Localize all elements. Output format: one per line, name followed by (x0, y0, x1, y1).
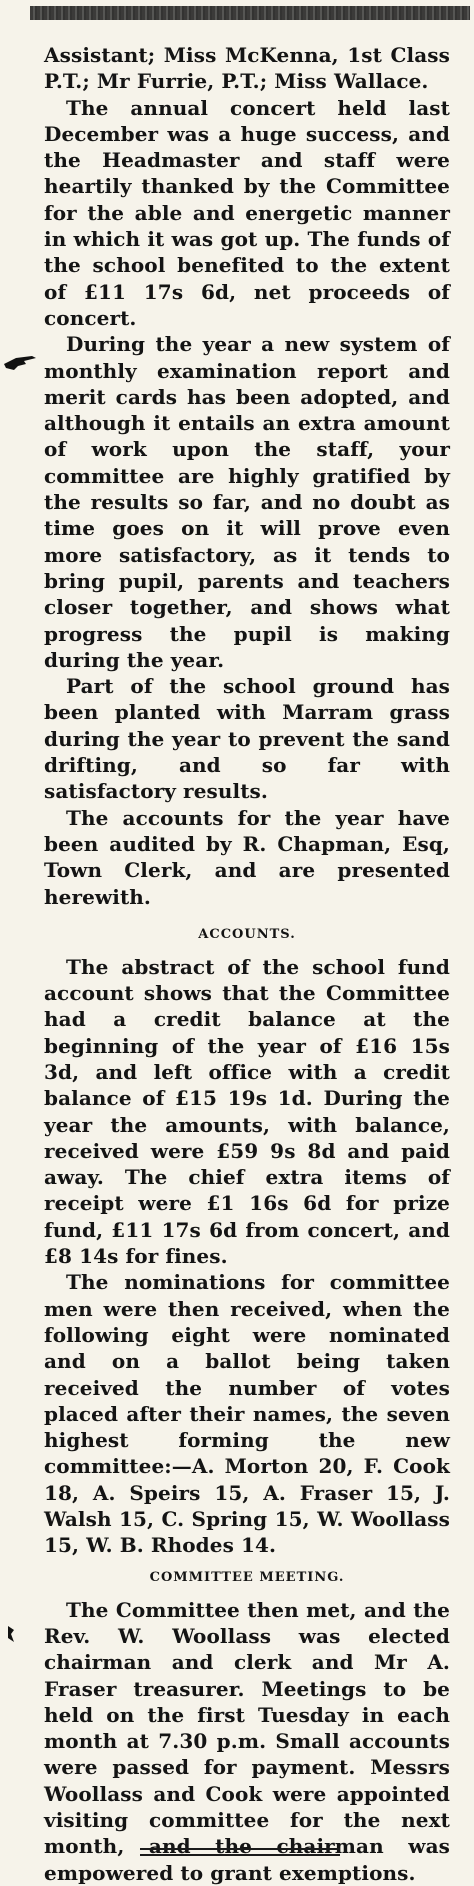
committee-paragraph: The Committee then met, and the Rev. W. Woollass was elected chairman and clerk and Mr A. Fraser treasurer. Meetings to be held on the first Tuesday in each month at 7.30 p.m. Small accounts were passed for payment. Messrs Woollass and Cook were appointed visiting committee for the next month, and the chairman was empowered to grant exemptions. (44, 1597, 450, 1885)
article-paragraph-1: Assistant; Miss McKenna, 1st Class P.T.; Mr Furrie, P.T.; Miss Wallace. (44, 43, 450, 94)
pointing-hand-icon (2, 352, 38, 374)
article-paragraph-2: The annual concert held last December was a huge success, and the Headmaster and staff were heartily thanked by the Committee for the able and energetic manner in which it was got up. The funds of the school benefited to the extent of £11 17s 6d, net proceeds of concert. (44, 95, 450, 330)
accounts-heading: ACCOUNTS. (198, 926, 296, 942)
top-decorative-rule (30, 6, 470, 20)
margin-mark-icon (6, 1624, 16, 1644)
accounts-paragraph-2: The nominations for committee men were then received, when the following eight were nominated and on a ballot being taken received the number of votes placed after their names, the seven highest forming the new committee:—A. Morton 20, F. Cook 18, A. Speirs 15, A. Fraser 15, J. Walsh 15, C. Spring 15, W. Woollass 15, W. B. Rhodes 14. (44, 1270, 450, 1558)
accounts-paragraph-1: The abstract of the school fund account shows that the Committee had a credit balance at the beginning of the year of £16 15s 3d, and left office with a credit balance of £15 19s 1d. During the year the amounts, with balance, received were £59 9s 8d and paid away. The chief extra items of receipt were £1 16s 6d for prize fund, £11 17s 6d from concert, and £8 14s for fines. (44, 954, 450, 1269)
article-paragraph-4: Part of the school ground has been planted with Marram grass during the year to prevent the sand drifting, and so far with satisfactory results. (44, 674, 450, 804)
committee-meeting-heading: COMMITTEE MEETING. (149, 1569, 345, 1585)
article-paragraph-5: The accounts for the year have been audited by R. Chapman, Esq, Town Clerk, and are presented herewith. (44, 805, 450, 909)
article-paragraph-3: During the year a new system of monthly examination report and merit cards has been adopted, and although it entails an extra amount of work upon the staff, your committee are highly gratified by the results so far, and no doubt as time goes on it will prove even more satisfactory, as it tends to bring pupil, parents and teachers closer together, and shows what progress the pupil is making during the year. (44, 332, 450, 672)
article-column (44, 42, 450, 1886)
bottom-double-rule (140, 1848, 340, 1856)
